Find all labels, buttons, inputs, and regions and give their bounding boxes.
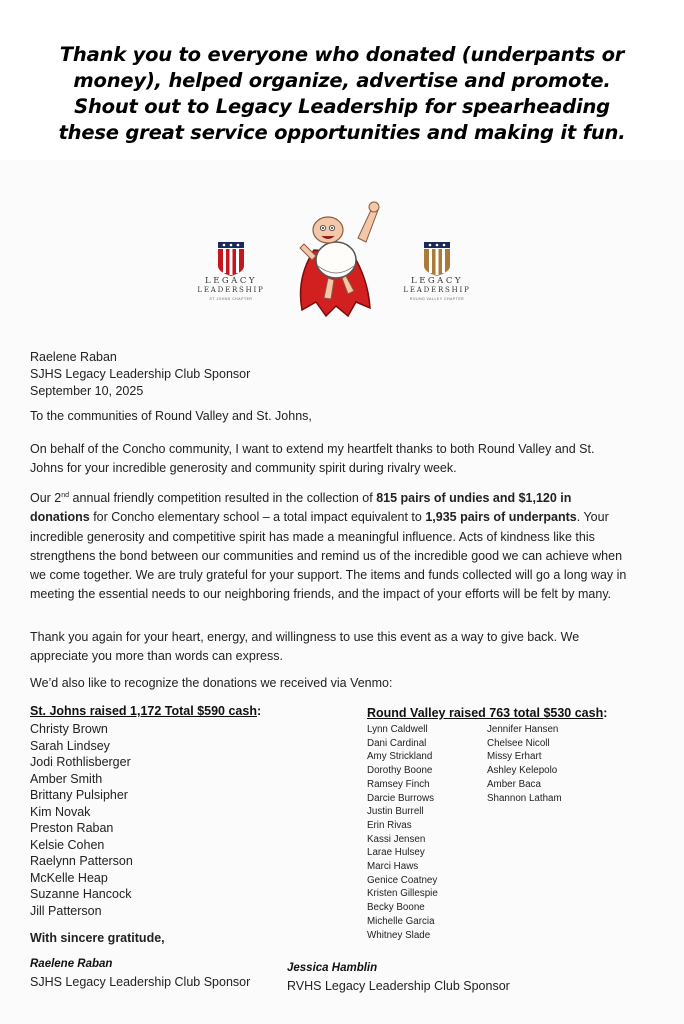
salutation: To the communities of Round Valley and St. Johns, xyxy=(30,409,312,423)
st-johns-heading xyxy=(30,704,261,718)
list-item: Shannon Latham xyxy=(487,792,562,804)
shield-icon xyxy=(422,242,452,276)
banner-line: money), helped organize, advertise and promote. xyxy=(73,69,611,92)
list-item: Genice Coatney xyxy=(367,874,438,886)
superhero-mascot-icon xyxy=(286,198,386,320)
para2-part1: Our 2 xyxy=(30,491,62,506)
closing: With sincere gratitude, xyxy=(30,931,165,945)
list-item: Ramsey Finch xyxy=(367,778,430,790)
list-item: Becky Boone xyxy=(367,902,425,914)
banner-line: Shout out to Legacy Leadership for spearheading xyxy=(74,95,610,118)
list-item: Amber Baca xyxy=(487,778,541,790)
list-item: Ashley Kelepolo xyxy=(487,765,558,777)
letter-date: September 10, 2025 xyxy=(30,384,144,398)
signature-2-name: Jessica Hamblin xyxy=(287,962,378,974)
legacy-leadership-round-valley-logo xyxy=(392,242,482,303)
signature-1-name: Raelene Raban xyxy=(30,958,113,970)
list-item: Missy Erhart xyxy=(487,751,542,763)
paragraph-4: We’d also like to recognize the donations we received via Venmo: xyxy=(30,676,393,690)
list-item: McKelle Heap xyxy=(30,870,108,885)
list-item: Kim Novak xyxy=(30,804,91,819)
list-item: Whitney Slade xyxy=(367,929,431,941)
list-item: Marci Haws xyxy=(367,861,419,873)
heading-colon: : xyxy=(603,706,608,720)
para2-part4: . Your incredible generosity and competitive spirit has made a meaningful influence. Acts of kindness like this strengthens the bond between our communities and remind us of the incredible good we can achieve when we come together. We are truly grateful for your support. The items and funds collected will go a long way in meeting the essential needs to our neighboring friends, and the impact of your efforts will be felt by many. xyxy=(30,510,627,602)
para2-ordinal: nd xyxy=(61,492,70,499)
list-item: Chelsee Nicoll xyxy=(487,737,550,749)
logo-line-1: LEGACY xyxy=(205,276,257,286)
round-valley-donor-list-1 xyxy=(367,723,438,942)
round-valley-heading-text: Round Valley raised 763 total $530 cash xyxy=(367,706,604,720)
round-valley-donor-list-2 xyxy=(487,723,562,805)
banner-line: Thank you to everyone who donated (underpants or xyxy=(59,43,625,66)
list-item: Jodi Rothlisberger xyxy=(30,755,131,769)
banner-text xyxy=(30,42,654,146)
list-item: Kelsie Cohen xyxy=(30,837,105,852)
signature-1-title: SJHS Legacy Leadership Club Sponsor xyxy=(30,975,251,989)
para2-part3: for Concho elementary school – a total impact equivalent to xyxy=(89,510,426,525)
round-valley-heading xyxy=(367,706,607,720)
list-item: Kassi Jensen xyxy=(367,833,426,845)
list-item: Jill Patterson xyxy=(30,903,102,918)
para2-bold-total: 815 pairs of undies and $1,120 in donations xyxy=(30,491,572,525)
list-item: Kristen Gillespie xyxy=(367,888,438,900)
thank-you-banner xyxy=(0,0,684,160)
sender-name: Raelene Raban xyxy=(30,350,117,364)
list-item: Lynn Caldwell xyxy=(367,724,428,735)
list-item: Sarah Lindsey xyxy=(30,738,110,753)
list-item: Jennifer Hansen xyxy=(487,724,559,735)
st-johns-donor-list xyxy=(30,721,133,919)
shield-icon xyxy=(216,242,246,276)
list-item: Brittany Pulsipher xyxy=(30,788,128,802)
signature-2-title: RVHS Legacy Leadership Club Sponsor xyxy=(287,979,510,993)
paragraph-1: On behalf of the Concho community, I want to extend my heartfelt thanks to both Round Valley and St. Johns for your incredible generosity and community spirit during rivalry week. xyxy=(30,442,595,476)
heading-colon: : xyxy=(256,704,262,718)
logo-line-2: LEADERSHIP xyxy=(197,286,265,294)
list-item: Suzanne Hancock xyxy=(30,887,132,901)
letter-document xyxy=(0,160,684,1024)
list-item: Raelynn Patterson xyxy=(30,854,133,868)
logo-line-1: LEGACY xyxy=(411,276,463,286)
para2-part2: annual friendly competition resulted in the collection of xyxy=(69,491,377,506)
logo-line-2: LEADERSHIP xyxy=(403,286,471,294)
list-item: Justin Burrell xyxy=(367,806,424,818)
st-johns-heading-text: St. Johns raised 1,172 Total $590 cash xyxy=(30,704,257,718)
list-item: Dorothy Boone xyxy=(367,765,433,777)
list-item: Larae Hulsey xyxy=(367,847,425,859)
paragraph-3: Thank you again for your heart, energy, and willingness to use this event as a way to give back. We appreciate you more than words can express. xyxy=(30,630,580,664)
banner-line: these great service opportunities and making it fun. xyxy=(58,121,626,144)
list-item: Darcie Burrows xyxy=(367,792,434,804)
list-item: Amy Strickland xyxy=(367,751,433,763)
logo-line-3: ST JOHNS CHAPTER xyxy=(209,297,253,301)
para2-bold-impact: 1,935 pairs of underpants xyxy=(425,510,577,525)
list-item: Erin Rivas xyxy=(367,819,412,831)
list-item: Michelle Garcia xyxy=(367,915,435,927)
logo-line-3: ROUND VALLEY CHAPTER xyxy=(409,297,465,301)
legacy-leadership-st-johns-logo xyxy=(186,242,276,303)
paragraph-2 xyxy=(30,486,630,604)
list-item: Dani Cardinal xyxy=(367,737,427,749)
list-item: Christy Brown xyxy=(30,722,108,736)
sender-title: SJHS Legacy Leadership Club Sponsor xyxy=(30,367,251,381)
list-item: Amber Smith xyxy=(30,771,103,786)
list-item: Preston Raban xyxy=(30,821,114,835)
